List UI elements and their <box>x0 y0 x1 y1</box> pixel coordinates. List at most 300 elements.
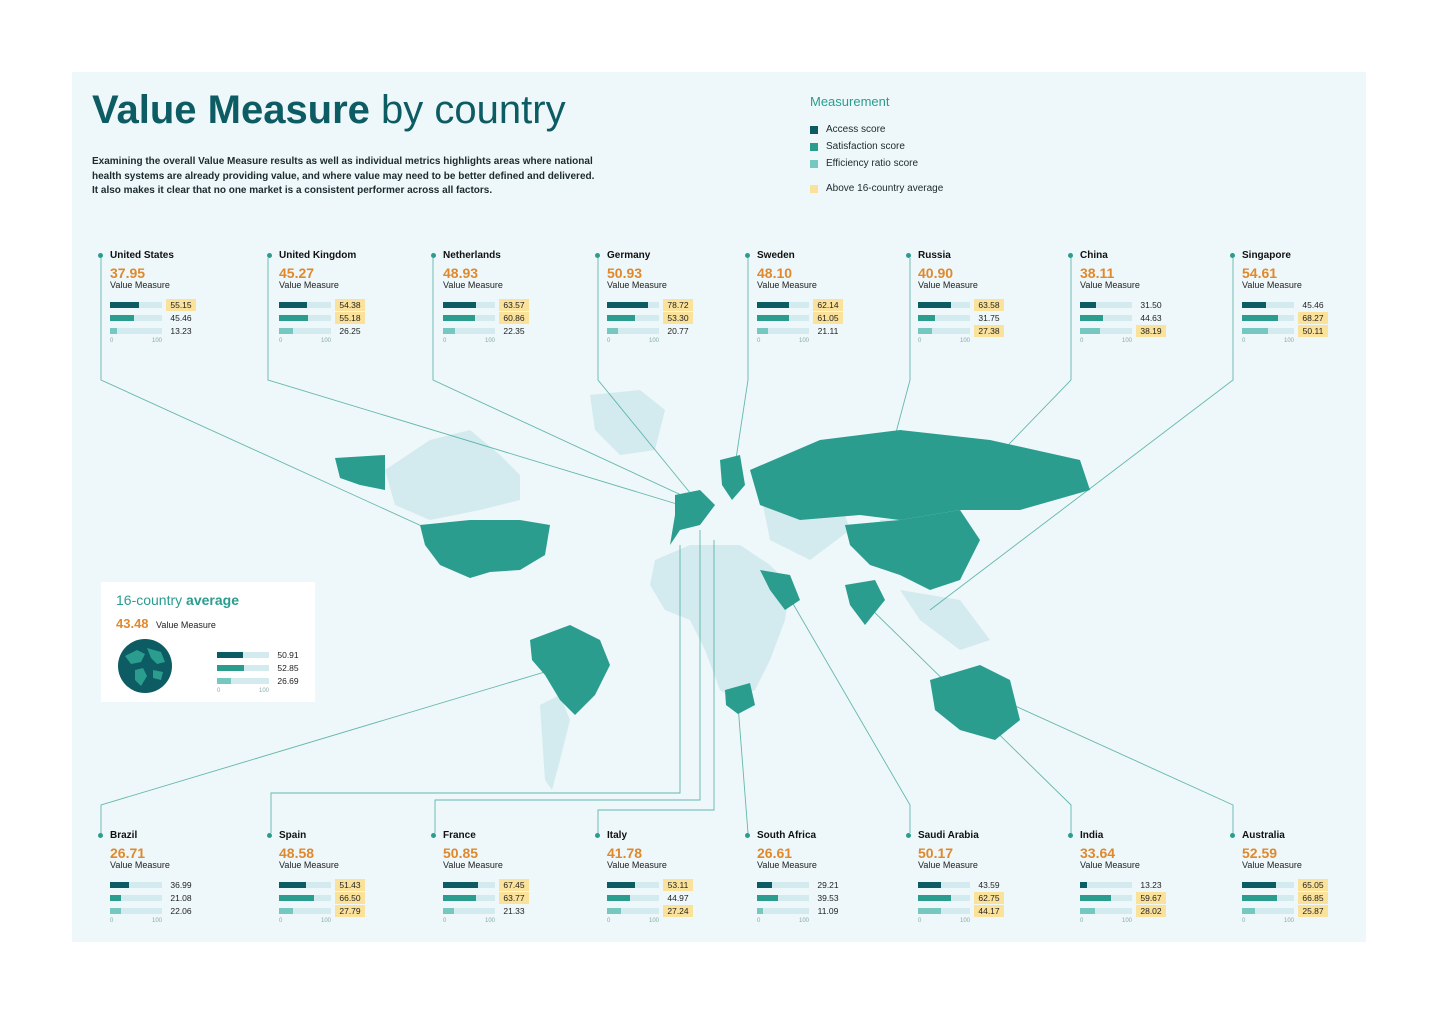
country-germany-satisfaction-row <box>607 311 727 324</box>
country-france-satisfaction-value: 63.77 <box>499 892 529 904</box>
country-russia-satisfaction-track <box>918 315 970 321</box>
country-italy-card <box>607 830 727 925</box>
country-india-scale <box>1080 918 1132 925</box>
country-australia-value-measure: 52.59 <box>1242 845 1278 861</box>
country-united-states-efficiency-track <box>110 328 162 334</box>
country-brazil-scale-min: 0 <box>110 918 114 924</box>
country-netherlands-efficiency-value: 22.35 <box>503 325 525 336</box>
country-germany-scale <box>607 338 659 345</box>
country-netherlands-scale-min: 0 <box>443 338 447 344</box>
country-france-access-track <box>443 882 495 888</box>
country-united-states-efficiency-row <box>110 324 230 337</box>
country-united-kingdom-marker-dot <box>267 253 272 258</box>
country-singapore-access-track <box>1242 302 1294 308</box>
country-spain-efficiency-bar <box>279 908 293 914</box>
country-united-kingdom-satisfaction-value: 55.18 <box>335 312 365 324</box>
country-netherlands-satisfaction-row <box>443 311 563 324</box>
country-italy-efficiency-value: 27.24 <box>663 905 693 917</box>
country-netherlands-access-value: 63.57 <box>499 299 529 311</box>
country-italy-value-measure: 41.78 <box>607 845 643 861</box>
country-united-states-scale <box>110 338 162 345</box>
country-italy-name: Italy <box>607 830 628 841</box>
country-south-africa-satisfaction-bar <box>757 895 778 901</box>
country-germany-satisfaction-track <box>607 315 659 321</box>
country-italy-scale-min: 0 <box>607 918 611 924</box>
country-united-states-satisfaction-bar <box>110 315 134 321</box>
legend-label-access: Access score <box>826 124 886 135</box>
average-scale <box>217 688 269 695</box>
country-india-value-measure-label: Value Measure <box>1080 860 1140 870</box>
country-germany-efficiency-value: 20.77 <box>667 325 689 336</box>
country-germany-scale-max: 100 <box>648 338 659 344</box>
country-saudi-arabia-satisfaction-value: 62.75 <box>974 892 1004 904</box>
country-sweden-satisfaction-value: 61.05 <box>813 312 843 324</box>
country-germany-name: Germany <box>607 250 651 261</box>
country-sweden-access-row <box>757 298 877 311</box>
country-germany-value-measure-label: Value Measure <box>607 280 667 290</box>
country-south-africa-efficiency-bar <box>757 908 763 914</box>
country-russia-access-track <box>918 302 970 308</box>
country-united-states-access-row <box>110 298 230 311</box>
country-australia-scale <box>1242 918 1294 925</box>
country-china-efficiency-row <box>1080 324 1200 337</box>
country-singapore-bars <box>1242 298 1362 345</box>
country-netherlands-efficiency-bar <box>443 328 455 334</box>
country-united-kingdom-card <box>279 250 399 345</box>
country-germany-scale-min: 0 <box>607 338 611 344</box>
country-spain-access-row <box>279 878 399 891</box>
country-spain-value-measure: 48.58 <box>279 845 315 861</box>
country-china-bars <box>1080 298 1200 345</box>
country-sweden-access-value: 62.14 <box>813 299 843 311</box>
country-netherlands-marker-dot <box>431 253 436 258</box>
country-italy-efficiency-track <box>607 908 659 914</box>
country-china-access-bar <box>1080 302 1096 308</box>
country-india-marker-dot <box>1068 833 1073 838</box>
country-singapore-efficiency-bar <box>1242 328 1268 334</box>
average-value-label: Value Measure <box>156 620 216 630</box>
country-singapore-efficiency-row <box>1242 324 1362 337</box>
country-france-bars <box>443 878 563 925</box>
country-united-states-satisfaction-value: 45.46 <box>170 312 192 323</box>
country-united-kingdom-scale-min: 0 <box>279 338 283 344</box>
country-germany-access-track <box>607 302 659 308</box>
country-australia-marker-dot <box>1230 833 1235 838</box>
average-value-line <box>116 615 216 633</box>
country-china-satisfaction-track <box>1080 315 1132 321</box>
country-united-kingdom-efficiency-row <box>279 324 399 337</box>
country-germany-value-measure: 50.93 <box>607 265 643 281</box>
country-singapore-scale-min: 0 <box>1242 338 1246 344</box>
average-satisfaction-track <box>217 665 269 671</box>
country-united-states-access-value: 55.15 <box>166 299 196 311</box>
country-singapore-scale <box>1242 338 1294 345</box>
country-united-kingdom-scale-max: 100 <box>320 338 331 344</box>
country-sweden-satisfaction-track <box>757 315 809 321</box>
country-france-access-row <box>443 878 563 891</box>
country-china-value-measure: 38.11 <box>1080 265 1115 281</box>
country-australia-access-row <box>1242 878 1362 891</box>
country-china-access-track <box>1080 302 1132 308</box>
country-india-access-track <box>1080 882 1132 888</box>
country-sweden-card <box>757 250 877 345</box>
country-brazil-value-measure-label: Value Measure <box>110 860 170 870</box>
country-australia-scale-min: 0 <box>1242 918 1246 924</box>
country-spain-efficiency-track <box>279 908 331 914</box>
country-france-name: France <box>443 830 476 841</box>
average-efficiency-bar <box>217 678 231 684</box>
country-china-scale-min: 0 <box>1080 338 1084 344</box>
average-access-value: 50.91 <box>277 649 299 660</box>
average-panel <box>101 582 315 702</box>
country-sweden-marker-dot <box>745 253 750 258</box>
country-india-access-row <box>1080 878 1200 891</box>
country-south-africa-scale-max: 100 <box>798 918 809 924</box>
country-germany-access-value: 78.72 <box>663 299 693 311</box>
country-saudi-arabia-name: Saudi Arabia <box>918 830 979 841</box>
country-india-bars <box>1080 878 1200 925</box>
country-russia-satisfaction-bar <box>918 315 935 321</box>
country-china-name: China <box>1080 250 1108 261</box>
country-saudi-arabia-scale <box>918 918 970 925</box>
country-australia-access-bar <box>1242 882 1276 888</box>
country-united-kingdom-scale <box>279 338 331 345</box>
country-italy-access-track <box>607 882 659 888</box>
country-netherlands-satisfaction-bar <box>443 315 475 321</box>
country-italy-access-bar <box>607 882 635 888</box>
country-australia-efficiency-bar <box>1242 908 1255 914</box>
country-saudi-arabia-scale-max: 100 <box>959 918 970 924</box>
country-netherlands-efficiency-row <box>443 324 563 337</box>
country-netherlands-access-track <box>443 302 495 308</box>
country-saudi-arabia-efficiency-value: 44.17 <box>974 905 1004 917</box>
country-south-africa-bars <box>757 878 877 925</box>
country-singapore-access-bar <box>1242 302 1266 308</box>
country-saudi-arabia-access-bar <box>918 882 941 888</box>
country-sweden-satisfaction-bar <box>757 315 789 321</box>
country-spain-bars <box>279 878 399 925</box>
country-spain-value-measure-label: Value Measure <box>279 860 339 870</box>
country-singapore-scale-max: 100 <box>1283 338 1294 344</box>
country-saudi-arabia-satisfaction-bar <box>918 895 951 901</box>
country-italy-satisfaction-row <box>607 891 727 904</box>
legend-label-above-average: Above 16-country average <box>826 183 944 194</box>
country-brazil-satisfaction-bar <box>110 895 121 901</box>
average-bars <box>217 648 303 695</box>
country-india-scale-min: 0 <box>1080 918 1084 924</box>
country-sweden-efficiency-bar <box>757 328 768 334</box>
country-brazil-access-bar <box>110 882 129 888</box>
country-brazil-efficiency-bar <box>110 908 121 914</box>
country-saudi-arabia-value-measure: 50.17 <box>918 845 954 861</box>
country-singapore-efficiency-value: 50.11 <box>1298 325 1328 337</box>
country-france-value-measure: 50.85 <box>443 845 479 861</box>
country-australia-efficiency-row <box>1242 904 1362 917</box>
country-south-africa-satisfaction-value: 39.53 <box>817 892 839 903</box>
country-brazil-satisfaction-row <box>110 891 230 904</box>
legend-label-satisfaction: Satisfaction score <box>826 141 905 152</box>
country-russia-efficiency-bar <box>918 328 932 334</box>
country-india-satisfaction-value: 59.67 <box>1136 892 1166 904</box>
country-australia-bars <box>1242 878 1362 925</box>
country-saudi-arabia-satisfaction-track <box>918 895 970 901</box>
country-brazil-efficiency-row <box>110 904 230 917</box>
country-singapore-value-measure-label: Value Measure <box>1242 280 1302 290</box>
country-united-kingdom-efficiency-bar <box>279 328 293 334</box>
country-singapore-name: Singapore <box>1242 250 1291 261</box>
country-germany-bars <box>607 298 727 345</box>
country-sweden-value-measure-label: Value Measure <box>757 280 817 290</box>
country-netherlands-satisfaction-track <box>443 315 495 321</box>
country-australia-satisfaction-bar <box>1242 895 1277 901</box>
country-saudi-arabia-access-value: 43.59 <box>978 879 1000 890</box>
average-scale-max: 100 <box>258 688 269 694</box>
country-spain-name: Spain <box>279 830 307 841</box>
country-spain-scale <box>279 918 331 925</box>
country-singapore-efficiency-track <box>1242 328 1294 334</box>
country-united-states-access-bar <box>110 302 139 308</box>
globe-icon <box>117 638 173 694</box>
country-spain-access-bar <box>279 882 306 888</box>
country-united-states-access-track <box>110 302 162 308</box>
country-united-kingdom-name: United Kingdom <box>279 250 357 261</box>
country-china-marker-dot <box>1068 253 1073 258</box>
country-italy-access-row <box>607 878 727 891</box>
country-italy-satisfaction-bar <box>607 895 630 901</box>
country-south-africa-satisfaction-track <box>757 895 809 901</box>
country-india-efficiency-bar <box>1080 908 1095 914</box>
country-russia-satisfaction-row <box>918 311 1038 324</box>
country-australia-value-measure-label: Value Measure <box>1242 860 1302 870</box>
average-satisfaction-row <box>217 661 303 674</box>
country-singapore-satisfaction-bar <box>1242 315 1278 321</box>
country-china-satisfaction-value: 44.63 <box>1140 312 1162 323</box>
average-efficiency-row <box>217 674 303 687</box>
country-spain-scale-max: 100 <box>320 918 331 924</box>
country-south-africa-value-measure-label: Value Measure <box>757 860 817 870</box>
country-united-kingdom-access-track <box>279 302 331 308</box>
average-access-track <box>217 652 269 658</box>
country-netherlands-satisfaction-value: 60.86 <box>499 312 529 324</box>
country-france-satisfaction-row <box>443 891 563 904</box>
country-china-satisfaction-row <box>1080 311 1200 324</box>
country-sweden-name: Sweden <box>757 250 795 261</box>
country-france-card <box>443 830 563 925</box>
country-south-africa-card <box>757 830 877 925</box>
country-netherlands-card <box>443 250 563 345</box>
country-united-states-scale-max: 100 <box>151 338 162 344</box>
country-italy-scale <box>607 918 659 925</box>
country-brazil-scale <box>110 918 162 925</box>
country-germany-efficiency-row <box>607 324 727 337</box>
country-australia-access-value: 65.05 <box>1298 879 1328 891</box>
country-russia-efficiency-value: 27.38 <box>974 325 1004 337</box>
country-france-scale-min: 0 <box>443 918 447 924</box>
country-sweden-access-track <box>757 302 809 308</box>
country-china-access-value: 31.50 <box>1140 299 1162 310</box>
intro-text: Examining the overall Value Measure results as well as individual metrics highlights areas where national health systems are already providing value, and where value may need to be better defined and delivered. It also makes it clear that no one market is a consistent performer across all factors. <box>92 156 595 196</box>
title-bold: Value Measure <box>92 88 370 132</box>
country-brazil-bars <box>110 878 230 925</box>
country-russia-satisfaction-value: 31.75 <box>978 312 1000 323</box>
country-italy-satisfaction-value: 44.97 <box>667 892 689 903</box>
country-united-states-scale-min: 0 <box>110 338 114 344</box>
country-singapore-access-row <box>1242 298 1362 311</box>
country-united-kingdom-access-row <box>279 298 399 311</box>
country-australia-card <box>1242 830 1362 925</box>
country-india-satisfaction-bar <box>1080 895 1111 901</box>
average-satisfaction-bar <box>217 665 244 671</box>
country-south-africa-marker-dot <box>745 833 750 838</box>
average-value: 43.48 <box>116 616 149 631</box>
country-india-access-value: 13.23 <box>1140 879 1162 890</box>
country-china-efficiency-track <box>1080 328 1132 334</box>
country-france-efficiency-value: 21.33 <box>503 905 525 916</box>
country-australia-efficiency-track <box>1242 908 1294 914</box>
country-united-states-value-measure-label: Value Measure <box>110 280 170 290</box>
country-australia-scale-max: 100 <box>1283 918 1294 924</box>
legend-label-efficiency: Efficiency ratio score <box>826 158 919 169</box>
country-india-efficiency-row <box>1080 904 1200 917</box>
country-south-africa-efficiency-row <box>757 904 877 917</box>
country-germany-card <box>607 250 727 345</box>
average-efficiency-value: 26.69 <box>277 675 299 686</box>
country-united-states-satisfaction-track <box>110 315 162 321</box>
country-russia-name: Russia <box>918 250 951 261</box>
country-china-access-row <box>1080 298 1200 311</box>
country-india-efficiency-track <box>1080 908 1132 914</box>
average-scale-min: 0 <box>217 688 221 694</box>
country-united-kingdom-efficiency-value: 26.25 <box>339 325 361 336</box>
country-south-africa-access-row <box>757 878 877 891</box>
country-france-value-measure-label: Value Measure <box>443 860 503 870</box>
country-india-value-measure: 33.64 <box>1080 845 1116 861</box>
country-india-efficiency-value: 28.02 <box>1136 905 1166 917</box>
country-sweden-value-measure: 48.10 <box>757 265 793 281</box>
country-spain-efficiency-row <box>279 904 399 917</box>
country-brazil-satisfaction-value: 21.08 <box>170 892 192 903</box>
country-australia-access-track <box>1242 882 1294 888</box>
country-australia-satisfaction-value: 66.85 <box>1298 892 1328 904</box>
country-india-access-bar <box>1080 882 1087 888</box>
country-brazil-marker-dot <box>98 833 103 838</box>
country-germany-marker-dot <box>595 253 600 258</box>
country-germany-satisfaction-bar <box>607 315 635 321</box>
country-saudi-arabia-access-track <box>918 882 970 888</box>
country-singapore-access-value: 45.46 <box>1302 299 1324 310</box>
country-united-states-efficiency-value: 13.23 <box>170 325 192 336</box>
country-sweden-scale-min: 0 <box>757 338 761 344</box>
country-france-satisfaction-track <box>443 895 495 901</box>
country-netherlands-bars <box>443 298 563 345</box>
country-russia-scale-min: 0 <box>918 338 922 344</box>
country-singapore-marker-dot <box>1230 253 1235 258</box>
country-italy-scale-max: 100 <box>648 918 659 924</box>
country-netherlands-value-measure-label: Value Measure <box>443 280 503 290</box>
country-china-efficiency-bar <box>1080 328 1100 334</box>
country-south-africa-satisfaction-row <box>757 891 877 904</box>
country-brazil-access-track <box>110 882 162 888</box>
country-sweden-scale-max: 100 <box>798 338 809 344</box>
country-france-efficiency-row <box>443 904 563 917</box>
country-australia-name: Australia <box>1242 830 1285 841</box>
country-netherlands-access-row <box>443 298 563 311</box>
country-india-scale-max: 100 <box>1121 918 1132 924</box>
country-spain-marker-dot <box>267 833 272 838</box>
country-germany-access-row <box>607 298 727 311</box>
country-china-efficiency-value: 38.19 <box>1136 325 1166 337</box>
country-south-africa-access-bar <box>757 882 772 888</box>
country-italy-efficiency-bar <box>607 908 621 914</box>
country-sweden-efficiency-row <box>757 324 877 337</box>
country-united-kingdom-access-bar <box>279 302 307 308</box>
country-france-efficiency-track <box>443 908 495 914</box>
average-title <box>116 592 239 608</box>
country-saudi-arabia-card <box>918 830 1038 925</box>
country-united-states-marker-dot <box>98 253 103 258</box>
country-italy-satisfaction-track <box>607 895 659 901</box>
country-singapore-satisfaction-value: 68.27 <box>1298 312 1328 324</box>
country-brazil-access-value: 36.99 <box>170 879 192 890</box>
country-spain-card <box>279 830 399 925</box>
country-china-satisfaction-bar <box>1080 315 1103 321</box>
country-russia-access-value: 63.58 <box>974 299 1004 311</box>
country-saudi-arabia-satisfaction-row <box>918 891 1038 904</box>
country-united-states-value-measure: 37.95 <box>110 265 146 281</box>
average-efficiency-track <box>217 678 269 684</box>
country-australia-satisfaction-row <box>1242 891 1362 904</box>
country-italy-efficiency-row <box>607 904 727 917</box>
country-germany-efficiency-track <box>607 328 659 334</box>
legend-title: Measurement <box>810 94 890 109</box>
country-south-africa-scale-min: 0 <box>757 918 761 924</box>
country-germany-efficiency-bar <box>607 328 618 334</box>
country-brazil-efficiency-track <box>110 908 162 914</box>
country-spain-efficiency-value: 27.79 <box>335 905 365 917</box>
country-china-value-measure-label: Value Measure <box>1080 280 1140 290</box>
country-south-africa-access-track <box>757 882 809 888</box>
country-france-access-bar <box>443 882 478 888</box>
country-netherlands-scale <box>443 338 495 345</box>
country-russia-scale-max: 100 <box>959 338 970 344</box>
title-rest: by country <box>369 88 566 132</box>
country-united-kingdom-efficiency-track <box>279 328 331 334</box>
country-singapore-card <box>1242 250 1362 345</box>
country-russia-card <box>918 250 1038 345</box>
country-india-card <box>1080 830 1200 925</box>
country-united-states-satisfaction-row <box>110 311 230 324</box>
average-title-bold: average <box>186 592 239 608</box>
country-sweden-efficiency-value: 21.11 <box>817 325 839 336</box>
country-sweden-bars <box>757 298 877 345</box>
country-russia-bars <box>918 298 1038 345</box>
country-france-satisfaction-bar <box>443 895 476 901</box>
country-france-access-value: 67.45 <box>499 879 529 891</box>
country-united-kingdom-bars <box>279 298 399 345</box>
country-united-kingdom-satisfaction-row <box>279 311 399 324</box>
country-russia-scale <box>918 338 970 345</box>
country-south-africa-efficiency-track <box>757 908 809 914</box>
country-brazil-satisfaction-track <box>110 895 162 901</box>
country-russia-marker-dot <box>906 253 911 258</box>
country-china-scale-max: 100 <box>1121 338 1132 344</box>
country-russia-efficiency-track <box>918 328 970 334</box>
country-south-africa-name: South Africa <box>757 830 817 841</box>
country-russia-value-measure: 40.90 <box>918 265 954 281</box>
country-italy-bars <box>607 878 727 925</box>
country-germany-satisfaction-value: 53.30 <box>663 312 693 324</box>
country-spain-access-value: 51.43 <box>335 879 365 891</box>
